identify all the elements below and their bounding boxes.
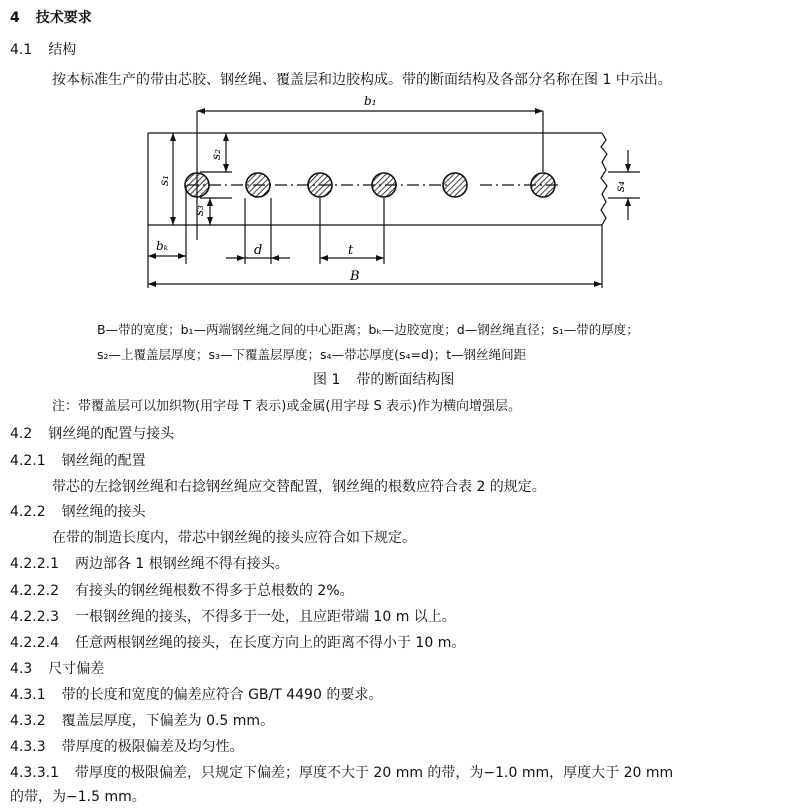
clause-text: 覆盖层厚度，下偏差为 0.5 mm。 bbox=[61, 713, 275, 729]
clause-number: 4.2.2.2 bbox=[10, 583, 59, 599]
steel-cord bbox=[308, 173, 332, 197]
steel-cord bbox=[372, 173, 396, 197]
section-number: 4.2 bbox=[10, 426, 33, 442]
label-s2: s₂ bbox=[209, 149, 223, 160]
clause-number: 4.3.2 bbox=[10, 713, 46, 729]
clause-4-2-2-1 bbox=[10, 555, 289, 573]
section-title: 钢丝绳的接头 bbox=[61, 504, 146, 520]
steel-cord bbox=[531, 173, 555, 197]
label-bk: bₖ bbox=[156, 239, 169, 253]
clause-4-3-1 bbox=[10, 686, 382, 704]
steel-cord bbox=[185, 173, 209, 197]
clause-text: 任意两根钢丝绳的接头，在长度方向上的距离不得小于 10 m。 bbox=[74, 635, 466, 651]
section-number: 4 bbox=[10, 10, 20, 26]
label-b1: b₁ bbox=[364, 94, 377, 108]
section-4-2-2-heading bbox=[10, 503, 146, 521]
section-4-heading bbox=[10, 9, 92, 27]
label-B: B bbox=[350, 269, 360, 284]
clause-text: 带的长度和宽度的偏差应符合 GB/T 4490 的要求。 bbox=[61, 687, 383, 703]
clause-number: 4.3.3 bbox=[10, 739, 46, 755]
section-4-2-1-paragraph: 带芯的左捻钢丝绳和右捻钢丝绳应交替配置，钢丝绳的根数应符合表 2 的规定。 bbox=[52, 479, 546, 495]
clause-number: 4.3.1 bbox=[10, 687, 46, 703]
label-t: t bbox=[348, 243, 354, 258]
section-4-2-heading bbox=[10, 425, 174, 443]
clause-number: 4.2.2.3 bbox=[10, 609, 59, 625]
clause-text: 带厚度的极限偏差及均匀性。 bbox=[61, 739, 244, 755]
label-s4: s₄ bbox=[613, 181, 627, 192]
section-4-2-2-paragraph: 在带的制造长度内，带芯中钢丝绳的接头应符合如下规定。 bbox=[52, 530, 416, 546]
clause-number: 4.3.3.1 bbox=[10, 765, 59, 781]
clause-4-3-3-1-continuation: 的带，为−1.5 mm。 bbox=[10, 789, 146, 805]
section-number: 4.2.2 bbox=[10, 504, 46, 520]
section-title: 尺寸偏差 bbox=[48, 661, 105, 677]
figure-note: 注：带覆盖层可以加织物(用字母 T 表示)或金属(用字母 S 表示)作为横向增强层。 bbox=[52, 399, 522, 414]
clause-4-3-3-1 bbox=[10, 764, 673, 782]
steel-cord bbox=[246, 173, 270, 197]
clause-4-2-2-3 bbox=[10, 608, 456, 626]
section-title: 结构 bbox=[48, 42, 77, 58]
section-number: 4.2.1 bbox=[10, 453, 46, 469]
figure-title: 带的断面结构图 bbox=[356, 372, 455, 388]
clause-text: 带厚度的极限偏差，只规定下偏差；厚度不大于 20 mm 的带，为−1.0 mm，厚度大于 20 mm bbox=[74, 765, 674, 781]
clause-number: 4.2.2.4 bbox=[10, 635, 59, 651]
steel-cord bbox=[443, 173, 467, 197]
label-s3: s₃ bbox=[192, 205, 206, 216]
label-s1: s₁ bbox=[157, 175, 171, 186]
clause-text: 一根钢丝绳的接头，不得多于一处，且应距带端 10 m 以上。 bbox=[74, 609, 456, 625]
clause-4-2-2-2 bbox=[10, 582, 354, 600]
section-title: 钢丝绳的配置 bbox=[61, 453, 146, 469]
figure-legend-1: B—带的宽度；b₁—两端钢丝绳之间的中心距离；bₖ—边胶宽度；d—钢丝绳直径；s₁—带的厚度； bbox=[97, 322, 639, 337]
clause-4-2-2-4 bbox=[10, 634, 465, 652]
figure-caption bbox=[313, 371, 454, 389]
section-4-2-1-heading bbox=[10, 452, 146, 470]
section-number: 4.3 bbox=[10, 661, 33, 677]
section-4-3-heading bbox=[10, 660, 104, 678]
clause-text: 两边部各 1 根钢丝绳不得有接头。 bbox=[74, 556, 289, 572]
clause-4-3-3 bbox=[10, 738, 244, 756]
section-4-1-heading bbox=[10, 41, 76, 59]
figure-legend-2: s₂—上覆盖层厚度；s₃—下覆盖层厚度；s₄—带芯厚度(s₄=d)；t—钢丝绳间距 bbox=[97, 347, 527, 362]
figure-number: 图 1 bbox=[313, 372, 341, 388]
section-4-1-paragraph: 按本标准生产的带由芯胶、钢丝绳、覆盖层和边胶构成。带的断面结构及各部分名称在图 1 中示出。 bbox=[52, 72, 672, 88]
clause-4-3-2 bbox=[10, 712, 274, 730]
section-title: 技术要求 bbox=[35, 10, 92, 26]
section-number: 4.1 bbox=[10, 42, 33, 58]
section-title: 钢丝绳的配置与接头 bbox=[48, 426, 175, 442]
clause-number: 4.2.2.1 bbox=[10, 556, 59, 572]
clause-text: 有接头的钢丝绳根数不得多于总根数的 2%。 bbox=[74, 583, 354, 599]
cross-section-figure bbox=[0, 90, 789, 330]
label-d: d bbox=[254, 243, 263, 258]
